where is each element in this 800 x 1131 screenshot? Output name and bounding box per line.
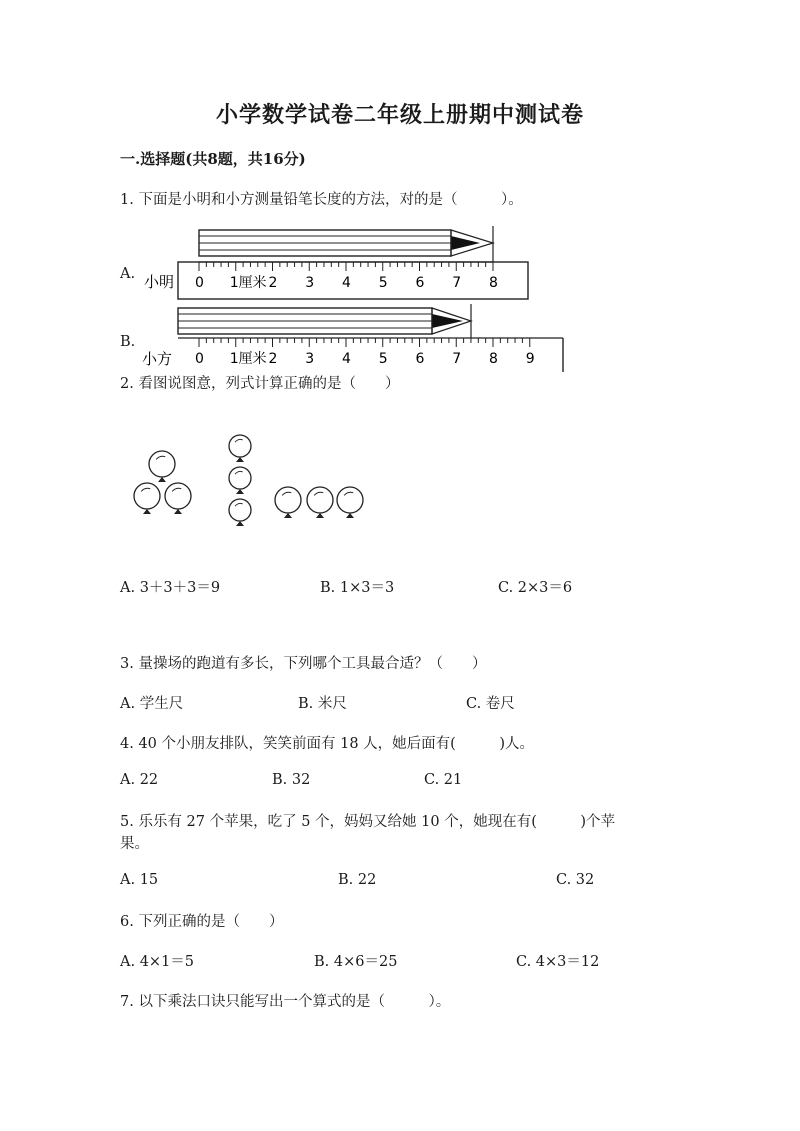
pencil-a: [199, 226, 493, 262]
balloon-group-1-balloon: [165, 483, 191, 514]
question-6: 6. 下列正确的是（ ）: [120, 914, 284, 930]
question-5-line-1: 5. 乐乐有 27 个苹果，吃了 5 个，妈妈又给她 10 个，她现在有( )个苹: [120, 814, 616, 830]
section-heading: 一.选择题(共8题，共16分): [120, 150, 306, 168]
q6-option-a: A. 4×1＝5: [120, 954, 195, 970]
page-title: 小学数学试卷二年级上册期中测试卷: [215, 102, 584, 128]
balloon-group-2-balloon: [229, 435, 251, 462]
q2-option-c: C. 2×3＝6: [498, 580, 573, 596]
question-7: 7. 以下乘法口诀只能写出一个算式的是（ ）。: [120, 994, 451, 1010]
ruler-a-tick-label: 5: [378, 275, 388, 291]
ruler-a-tick-label: 2: [268, 275, 278, 291]
q3-option-b: B. 米尺: [298, 696, 347, 712]
question-5-line-2: 果。: [120, 836, 149, 852]
ruler-b-tick-label: 2: [268, 351, 278, 367]
balloon-group-3-balloon: [337, 487, 363, 518]
balloon-group-1-balloon: [134, 483, 160, 514]
q2-option-b: B. 1×3＝3: [320, 580, 395, 596]
ruler-b-tick-label: 5: [378, 351, 388, 367]
ruler-a-tick-label: 0: [195, 275, 204, 291]
ruler-a-tick-label: 3: [305, 275, 315, 291]
ruler-a-tick-label: 8: [489, 275, 498, 291]
ruler-b: [142, 304, 563, 372]
question-4: 4. 40 个小朋友排队，笑笑前面有 18 人，她后面有( )人。: [120, 736, 534, 752]
q3-option-c: C. 卷尺: [466, 696, 515, 712]
question-1: 1. 下面是小明和小方测量铅笔长度的方法，对的是（ ）。: [120, 192, 523, 208]
question-3: 3. 量操场的跑道有多长，下列哪个工具最合适？（ ）: [120, 656, 487, 672]
q6-option-b: B. 4×6＝25: [314, 954, 398, 970]
q5-option-b: B. 22: [338, 872, 377, 888]
balloon-group-1-balloon: [149, 451, 175, 482]
ruler-b-tick-label: 4: [342, 351, 351, 367]
q4-option-a: A. 22: [120, 772, 159, 788]
ruler-b-tick-label: 3: [305, 351, 315, 367]
q3-option-a: A. 学生尺: [120, 696, 184, 712]
ruler-b-tick-label: 8: [489, 351, 498, 367]
balloon-illustration: [120, 430, 380, 530]
balloon-group-2-balloon: [229, 467, 251, 494]
ruler-b-name: 小方: [142, 350, 173, 368]
q4-option-b: B. 32: [272, 772, 311, 788]
q1-option-a-label: A.: [120, 266, 136, 282]
ruler-a-tick-label: 4: [342, 275, 351, 291]
q4-option-c: C. 21: [424, 772, 463, 788]
ruler-a-name: 小明: [144, 273, 175, 291]
ruler-b-tick-label: 1厘米: [229, 351, 267, 367]
q2-option-a: A. 3＋3＋3＝9: [120, 580, 221, 596]
q1-option-b-label: B.: [120, 334, 136, 350]
ruler-figure: [138, 226, 578, 372]
ruler-b-tick-label: 9: [525, 351, 535, 367]
ruler-b-tick-label: 0: [195, 351, 204, 367]
q5-option-a: A. 15: [120, 872, 159, 888]
q5-option-c: C. 32: [556, 872, 595, 888]
ruler-a-tick-label: 6: [415, 275, 425, 291]
balloon-group-3-balloon: [307, 487, 333, 518]
balloon-group-2-balloon: [229, 499, 251, 526]
ruler-a-tick-label: 7: [452, 275, 462, 291]
question-2: 2. 看图说图意，列式计算正确的是（ ）: [120, 376, 400, 392]
q6-option-c: C. 4×3＝12: [516, 954, 600, 970]
ruler-b-tick-label: 7: [452, 351, 462, 367]
ruler-a-tick-label: 1厘米: [229, 275, 267, 291]
pencil-b: [178, 304, 471, 338]
ruler-a: [144, 226, 528, 299]
ruler-b-tick-label: 6: [415, 351, 425, 367]
balloon-group-3-balloon: [275, 487, 301, 518]
